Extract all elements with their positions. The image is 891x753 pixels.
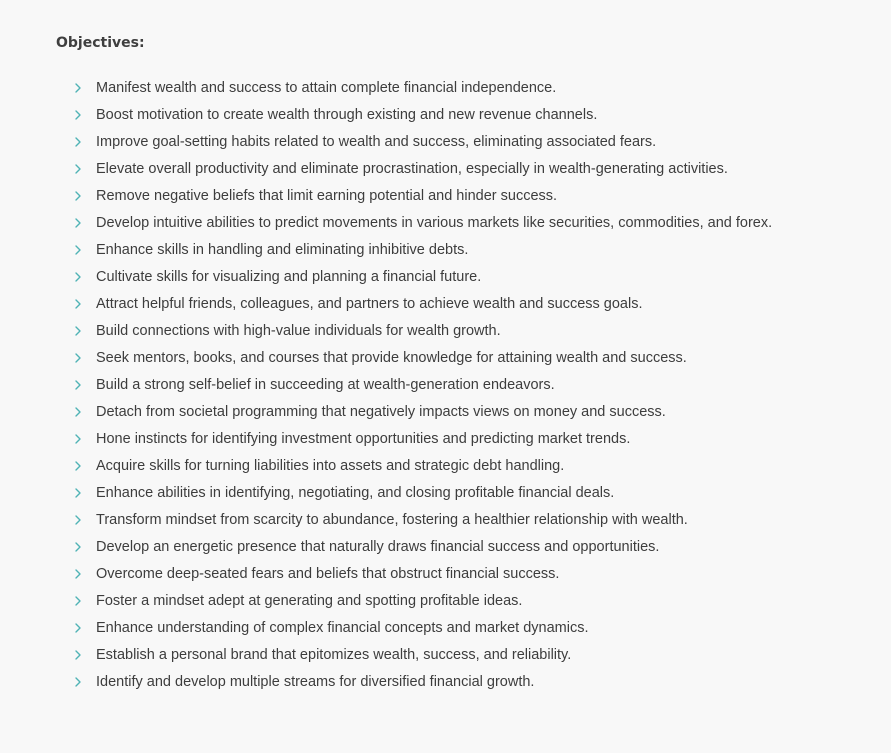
list-item	[56, 456, 856, 483]
chevron-right-icon	[73, 353, 83, 363]
list-item-text: Acquire skills for turning liabilities into assets and strategic debt handling.	[96, 458, 565, 474]
list-item-text: Develop intuitive abilities to predict movements in various markets like securities, commodities, and forex.	[96, 215, 773, 231]
list-item-text: Develop an energetic presence that naturally draws financial success and opportunities.	[96, 539, 660, 555]
list-item-text: Manifest wealth and success to attain complete financial independence.	[96, 80, 557, 96]
list-item	[56, 105, 856, 132]
list-item-text: Remove negative beliefs that limit earning potential and hinder success.	[96, 188, 558, 204]
list-item	[56, 321, 856, 348]
list-item-text: Enhance skills in handling and eliminating inhibitive debts.	[96, 242, 469, 258]
chevron-right-icon	[73, 164, 83, 174]
list-item	[56, 132, 856, 159]
objectives-list	[56, 78, 856, 699]
chevron-right-icon	[73, 83, 83, 93]
list-item	[56, 483, 856, 510]
chevron-right-icon	[73, 515, 83, 525]
list-item	[56, 429, 856, 456]
chevron-right-icon	[73, 461, 83, 471]
chevron-right-icon	[73, 380, 83, 390]
list-item-text: Overcome deep-seated fears and beliefs that obstruct financial success.	[96, 566, 560, 582]
chevron-right-icon	[73, 110, 83, 120]
list-item-text: Build a strong self-belief in succeeding at wealth-generation endeavors.	[96, 377, 555, 393]
chevron-right-icon	[73, 650, 83, 660]
chevron-right-icon	[73, 596, 83, 606]
list-item-text: Identify and develop multiple streams for diversified financial growth.	[96, 674, 535, 690]
chevron-right-icon	[73, 272, 83, 282]
list-item-text: Improve goal-setting habits related to wealth and success, eliminating associated fears.	[96, 134, 657, 150]
list-item-text: Transform mindset from scarcity to abundance, fostering a healthier relationship with wealth.	[96, 512, 688, 528]
list-item	[56, 78, 856, 105]
list-item	[56, 267, 856, 294]
list-item	[56, 618, 856, 645]
list-item-text: Attract helpful friends, colleagues, and partners to achieve wealth and success goals.	[96, 296, 643, 312]
list-item	[56, 294, 856, 321]
list-item	[56, 564, 856, 591]
chevron-right-icon	[73, 326, 83, 336]
chevron-right-icon	[73, 542, 83, 552]
list-item	[56, 645, 856, 672]
objectives-section	[56, 32, 856, 699]
list-item	[56, 672, 856, 699]
list-item	[56, 537, 856, 564]
list-item-text: Cultivate skills for visualizing and planning a financial future.	[96, 269, 482, 285]
list-item-text: Detach from societal programming that negatively impacts views on money and success.	[96, 404, 666, 420]
list-item	[56, 240, 856, 267]
chevron-right-icon	[73, 488, 83, 498]
section-heading: Objectives:	[56, 35, 145, 51]
list-item-text: Hone instincts for identifying investment opportunities and predicting market trends.	[96, 431, 631, 447]
chevron-right-icon	[73, 137, 83, 147]
list-item-text: Enhance abilities in identifying, negotiating, and closing profitable financial deals.	[96, 485, 615, 501]
chevron-right-icon	[73, 434, 83, 444]
chevron-right-icon	[73, 299, 83, 309]
chevron-right-icon	[73, 569, 83, 579]
chevron-right-icon	[73, 677, 83, 687]
list-item-text: Elevate overall productivity and eliminate procrastination, especially in wealth-generating activities.	[96, 161, 728, 177]
list-item-text: Establish a personal brand that epitomizes wealth, success, and reliability.	[96, 647, 572, 663]
list-item-text: Boost motivation to create wealth through existing and new revenue channels.	[96, 107, 598, 123]
chevron-right-icon	[73, 218, 83, 228]
list-item-text: Enhance understanding of complex financial concepts and market dynamics.	[96, 620, 589, 636]
list-item	[56, 159, 856, 186]
chevron-right-icon	[73, 407, 83, 417]
list-item	[56, 510, 856, 537]
list-item	[56, 186, 856, 213]
list-item	[56, 375, 856, 402]
chevron-right-icon	[73, 623, 83, 633]
list-item-text: Build connections with high-value individuals for wealth growth.	[96, 323, 501, 339]
chevron-right-icon	[73, 245, 83, 255]
list-item	[56, 213, 856, 240]
list-item-text: Seek mentors, books, and courses that provide knowledge for attaining wealth and success.	[96, 350, 687, 366]
list-item	[56, 348, 856, 375]
list-item	[56, 402, 856, 429]
list-item	[56, 591, 856, 618]
list-item-text: Foster a mindset adept at generating and spotting profitable ideas.	[96, 593, 523, 609]
chevron-right-icon	[73, 191, 83, 201]
